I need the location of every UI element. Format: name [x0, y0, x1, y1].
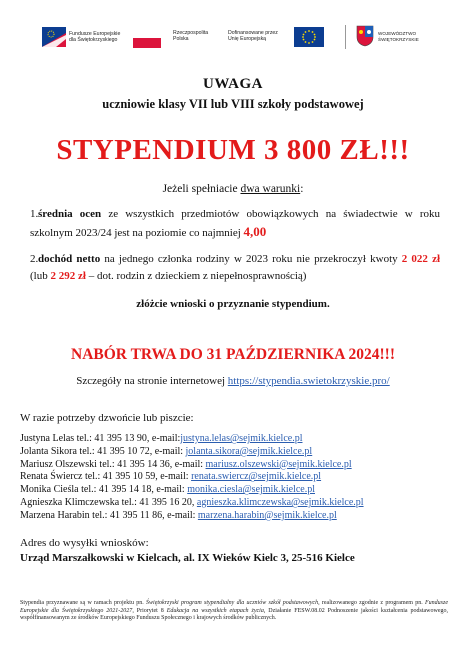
footer-italic-2: Fundusze Europejskie dla Świętokrzyskiego 2021-2027: [20, 600, 449, 614]
eu-logo: [228, 27, 324, 49]
condition-2-bold: dochód netto: [38, 253, 101, 265]
contact-name: Jolanta Sikora tel.: 41 395 10 72, e-mail:: [20, 445, 186, 457]
region-line2: ŚWIĘTOKRZYSKIE: [378, 37, 419, 42]
heading-uwaga: UWAGA: [202, 76, 263, 92]
address-value: Urząd Marszałkowski w Kielcach, al. IX Wieków Kielc 3, 25-516 Kielce: [20, 552, 355, 564]
contact-intro: W razie potrzeby dzwońcie lub piszcie:: [20, 412, 194, 424]
condition-2-number: 2.: [30, 253, 39, 265]
contact-name: Mariusz Olszewski tel.: 41 395 14 36, e-mail:: [20, 458, 206, 470]
contact-row: [20, 459, 460, 472]
eu-flag-icon: [294, 27, 324, 47]
conditions-intro-after: :: [300, 183, 304, 195]
deadline-banner: NABÓR TRWA DO 31 PAŹDZIERNIKA 2024!!!: [71, 346, 395, 363]
contact-list: [20, 433, 460, 523]
region-line1: WOJEWÓDZTWO: [378, 31, 417, 36]
footer-italic-3: Edukacja na wszystkich etapach życia: [166, 607, 264, 614]
heading-subtitle: uczniowie klasy VII lub VIII szkoły podstawowej: [102, 97, 364, 111]
contact-email-link[interactable]: renata.swiercz@sejmik.kielce.pl: [191, 471, 322, 483]
contact-email-link[interactable]: marzena.harabin@sejmik.kielce.pl: [197, 509, 337, 521]
contact-email-link[interactable]: mariusz.olszewski@sejmik.kielce.pl: [205, 458, 352, 470]
condition-1-bold: średnia ocen: [38, 208, 102, 220]
contact-email-link[interactable]: justyna.lelas@sejmik.kielce.pl: [180, 433, 303, 444]
condition-2-text2: (lub: [30, 270, 51, 282]
contact-name: Marzena Harabin tel.: 41 395 11 86, e-mail:: [20, 509, 198, 521]
heading-scholarship-amount: STYPENDIUM 3 800 ZŁ!!!: [56, 134, 410, 166]
eu-line2: Unię Europejską: [228, 36, 267, 42]
logo-separator: [345, 25, 346, 49]
footer-text-4: , Działanie FESW.08.02 Podnoszenie jakości kształcenia podstawowego, współfinansowanym ze środków Europejskiego Funduszu Społecznego i krajowych środków publicznych.: [20, 607, 449, 621]
condition-2-text1: na jednego członka rodziny w 2023 roku nie przekroczył kwoty: [100, 253, 402, 265]
conditions-intro-underlined: dwa warunki: [240, 183, 301, 195]
conditions-intro-before: Jeżeli spełniacie: [162, 183, 241, 195]
eu-funds-icon: [42, 27, 66, 47]
condition-1-value: 4,00: [243, 224, 267, 239]
footer-text-3: , Priorytet 8: [132, 607, 167, 614]
condition-item-2: [30, 251, 440, 285]
contact-email-link[interactable]: jolanta.sikora@sejmik.kielce.pl: [185, 445, 313, 457]
contact-name: Justyna Lelas tel.: 41 395 13 90, e-mail:: [20, 433, 181, 444]
eu-funds-line1: Fundusze Europejskie: [69, 31, 121, 37]
address-label: Adres do wysyłki wniosków:: [20, 537, 149, 549]
contact-email-link[interactable]: agnieszka.klimczewska@sejmik.kielce.pl: [196, 496, 364, 508]
poland-flag-icon: [133, 28, 161, 48]
contact-row: [20, 510, 460, 523]
conditions-intro: [0, 183, 466, 195]
eu-line1: Dofinansowane przez: [228, 30, 278, 36]
poland-logo: [133, 28, 218, 50]
contact-row: [20, 446, 460, 459]
contact-row: [20, 471, 460, 484]
contact-name: Monika Cieśla tel.: 41 395 14 18, e-mail:: [20, 484, 188, 496]
contact-row: [20, 497, 460, 510]
condition-2-text3: – dot. rodzin z dzieckiem z niepełnosprawnością): [85, 270, 307, 282]
contact-row: [20, 484, 460, 497]
region-coat-of-arms-icon: [356, 25, 374, 47]
contact-email-link[interactable]: monika.ciesla@sejmik.kielce.pl: [187, 484, 315, 496]
contact-name: Agnieszka Klimczewska tel.: 41 395 16 20,: [20, 496, 197, 508]
eu-funds-logo: [42, 27, 137, 49]
details-text: Szczegóły na stronie internetowej: [76, 375, 228, 387]
contact-name: Renata Świercz tel.: 41 395 10 59, e-mail:: [20, 471, 192, 483]
eu-funds-line2: dla Świętokrzyskiego: [69, 37, 118, 43]
details-link[interactable]: https://stypendia.swietokrzyskie.pro/: [227, 375, 390, 387]
footer-text-1: Stypendia przyznawane są w ramach projektu pn.: [20, 600, 147, 606]
region-logo: [356, 25, 428, 49]
details-line: [0, 375, 466, 387]
footer-text-2: , realizowanego zgodnie z programem pn.: [318, 600, 426, 606]
poland-line1: Rzeczpospolita: [173, 30, 209, 36]
condition-1-text: ze wszystkich przedmiotów obowiązkowych na świadectwie w roku szkolnym 2023/24 jest na poziomie co najmniej: [30, 208, 440, 239]
call-to-action: złóżcie wnioski o przyznanie stypendium.: [136, 298, 330, 310]
footer-note: [20, 600, 448, 623]
footer-italic-1: Świętokrzyski program stypendialny dla uczniów szkół podstawowych: [146, 600, 319, 606]
condition-item-1: [30, 206, 440, 242]
condition-2-value2: 2 292 zł: [50, 270, 86, 282]
condition-1-number: 1.: [30, 208, 39, 220]
poland-line2: Polska: [173, 36, 189, 42]
condition-2-value1: 2 022 zł: [401, 253, 441, 265]
contact-row: [20, 433, 460, 446]
